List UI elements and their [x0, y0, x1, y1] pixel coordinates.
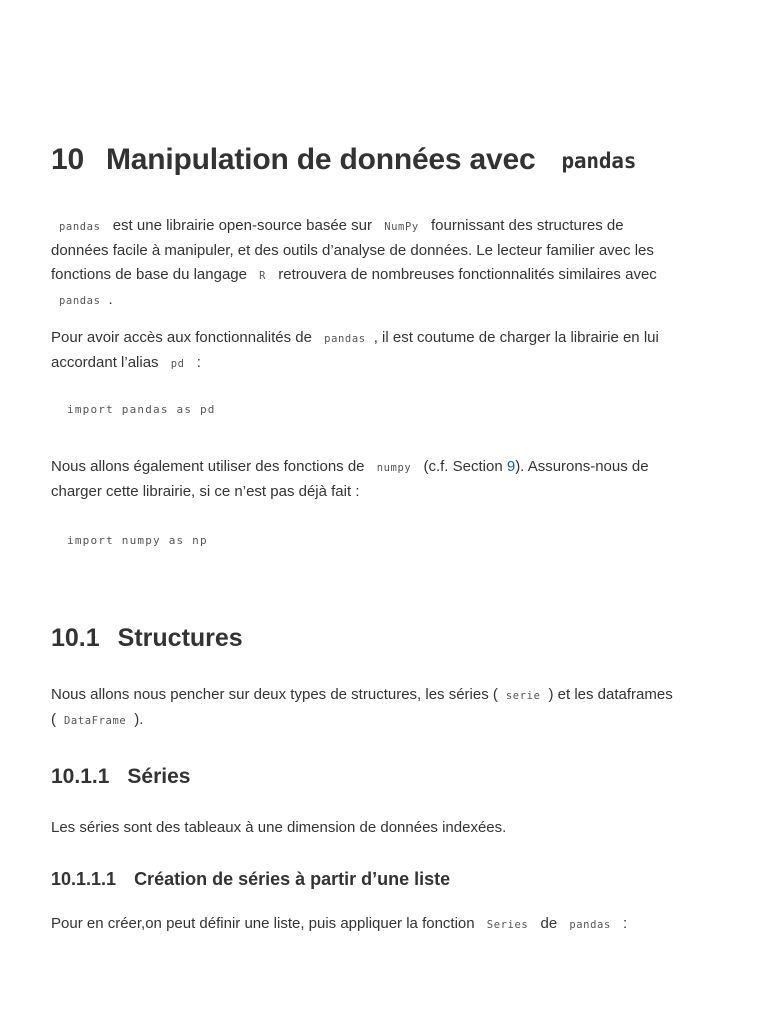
inline-code: numpy [369, 462, 420, 474]
text: ). [134, 711, 144, 728]
paragraph-structures [51, 683, 721, 733]
text: : [623, 915, 628, 932]
section-title: Structures [117, 624, 243, 652]
text: accordant l’alias [51, 354, 159, 371]
section-title: Séries [127, 765, 191, 788]
inline-code: pandas [316, 333, 374, 345]
text: Les séries sont des tableaux à une dimension de données indexées. [51, 819, 507, 836]
paragraph-create-series [51, 912, 721, 937]
text: est une librairie open-source basée sur [112, 217, 373, 234]
inline-code: Series [479, 919, 537, 931]
inline-code: pandas [51, 221, 109, 233]
text: , il est coutume de charger la librairie en lui [373, 329, 659, 346]
paragraph-series [51, 816, 721, 840]
inline-code: NumPy [376, 221, 427, 233]
text: données facile à manipuler, et des outils d’analyse de données. Le lecteur familier avec les [51, 242, 654, 259]
text: ). Assurons-nous de [515, 458, 649, 475]
text: retrouvera de nombreuses fonctionnalités similaires avec [278, 266, 657, 283]
section-heading-10-1 [51, 624, 243, 653]
inline-code: R [251, 270, 274, 282]
text: fonctions de base du langage [51, 266, 247, 283]
paragraph-intro [51, 214, 721, 313]
text: Pour avoir accès aux fonctionnalités de [51, 329, 312, 346]
inline-code: DataFrame [56, 715, 134, 727]
section-number: 10 [51, 143, 84, 176]
section-heading-10 [51, 143, 636, 177]
section-heading-10-1-1 [51, 765, 190, 789]
section-title: Création de séries à partir d’une liste [134, 869, 451, 889]
inline-code: pandas [51, 295, 109, 307]
text: Nous allons nous pencher sur deux types de structures, les séries ( [51, 686, 498, 703]
text: fournissant des structures de [430, 217, 624, 234]
text: : [196, 354, 201, 371]
section-number: 10.1.1 [51, 765, 110, 788]
text: charger cette librairie, si ce n’est pas déjà fait : [51, 483, 360, 500]
code-block-import-pandas: import pandas as pd [67, 403, 216, 416]
text: ( [51, 711, 56, 728]
text: . [108, 291, 113, 308]
section-number: 10.1.1.1 [51, 869, 117, 889]
text: (c.f. Section [423, 458, 503, 475]
section-title: Manipulation de données avec [105, 143, 536, 176]
section-title-code: pandas [561, 149, 637, 173]
text: de [540, 915, 558, 932]
code-block-import-numpy: import numpy as np [67, 534, 208, 547]
inline-code: pd [163, 358, 193, 370]
text: Nous allons également utiliser des fonctions de [51, 458, 365, 475]
text: Pour en créer,on peut définir une liste, puis appliquer la fonction [51, 915, 475, 932]
paragraph-alias [51, 326, 721, 376]
section-number: 10.1 [51, 624, 100, 652]
paragraph-numpy [51, 455, 721, 504]
section-heading-10-1-1-1 [51, 869, 450, 890]
inline-code: pandas [561, 919, 619, 931]
section-link[interactable]: 9 [506, 458, 516, 475]
text: ) et les dataframes [548, 686, 673, 703]
inline-code: serie [498, 690, 549, 702]
